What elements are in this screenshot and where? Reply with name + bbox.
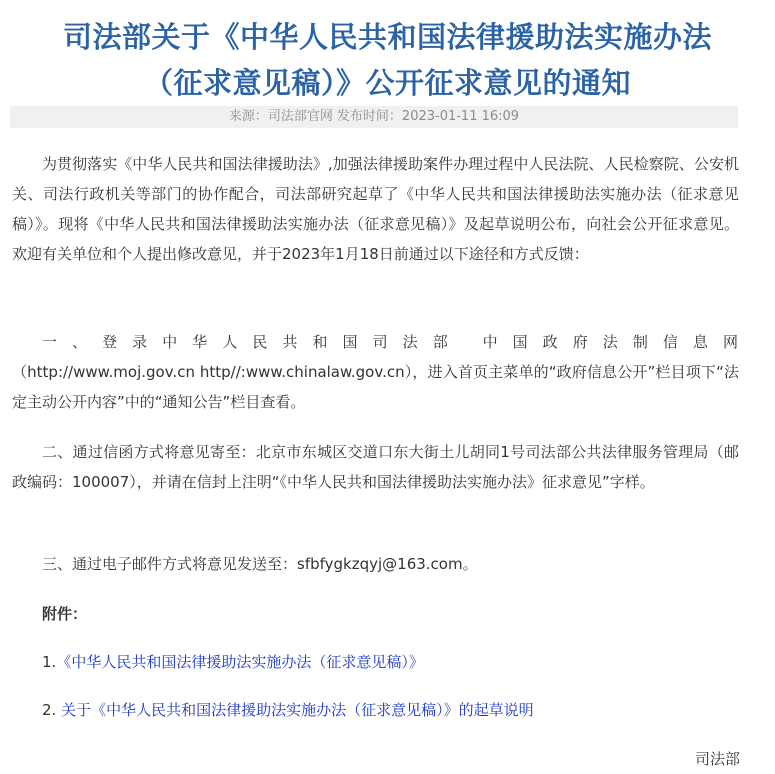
paragraph-intro: 为贯彻落实《中华人民共和国法律援助法》,加强法律援助案件办理过程中人民法院、人民检察院、公安机关、司法行政机关等部门的协作配合，司法部研究起草了《中华人民共和国法律援助法实施办法（征求意见稿）》。现将《中华人民共和国法律援助法实施办法（征求意见稿）》及起草说明公布，向社会公开征求意见。欢迎有关单位和个人提出修改意见，并于2023年1月18日前通过以下途径和方式反馈： [12,155,739,263]
attachment-1-link[interactable]: 《中华人民共和国法律援助法实施办法（征求意见稿）》 [56,653,424,671]
attachments-heading: 附件： [42,605,88,623]
article-title-line2: （征求意见稿）》公开征求意见的通知 [143,66,631,100]
attachment-1-number: 1. [42,653,57,671]
publish-time-label: 发布时间：2023-01-11 16:09 [336,109,520,124]
paragraph-method-3: 三、通过电子邮件方式将意见发送至：sfbfygkzqyj@163.com。 [42,555,478,573]
source-label: 来源：司法部官网 [228,109,333,124]
article-meta-bar [10,106,738,128]
article-title [0,14,775,106]
attachment-2-number: 2. [42,701,57,719]
paragraph-method-1 [12,327,739,417]
signature: 司法部 [694,750,740,768]
attachment-item-2 [42,695,534,725]
paragraph-method-1-rest: （http://www.moj.gov.cn http//:www.chinalaw.gov.cn），进入首页主菜单的“政府信息公开”栏目项下“法定主动公开内容”中的“通知公告”栏目查看。 [12,363,739,411]
paragraph-method-2: 二、通过信函方式将意见寄至：北京市东城区交道口东大街土儿胡同1号司法部公共法律服务管理局（邮政编码：100007），并请在信封上注明“《中华人民共和国法律援助法实施办法》征求意见”字样。 [12,443,739,491]
attachment-item-1 [42,647,424,677]
article-title-line1: 司法部关于《中华人民共和国法律援助法实施办法 [62,20,712,54]
paragraph-method-1-line1: 一、登录中华人民共和国司法部 中国政府法制信息网 [42,333,739,351]
attachment-2-link[interactable]: 关于《中华人民共和国法律援助法实施办法（征求意见稿）》的起草说明 [61,701,534,719]
